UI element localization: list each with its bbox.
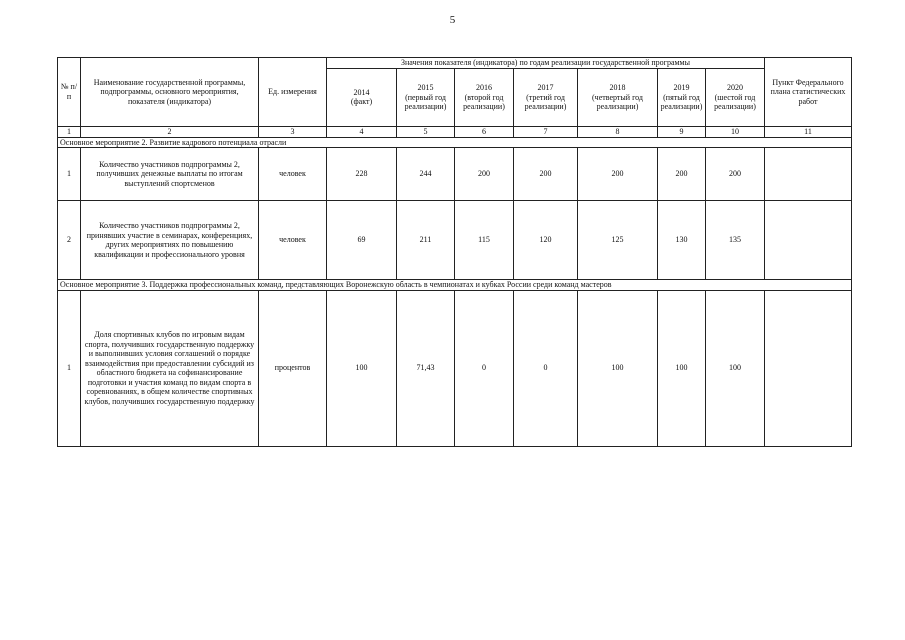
header-federal-plan: Пункт Федерального плана статистических работ: [765, 58, 852, 127]
row-num: 2: [58, 201, 81, 280]
row-value: 135: [706, 201, 765, 280]
row-unit: человек: [259, 148, 327, 201]
table-row: [58, 201, 852, 280]
row-value: 200: [706, 148, 765, 201]
header-name: Наименование государственной программы, подпрограммы, основного мероприятия, показателя (индикатора): [81, 58, 259, 127]
row-value: 0: [455, 290, 514, 446]
header-year: 2016 (второй год реализации): [455, 68, 514, 126]
row-value: 120: [514, 201, 578, 280]
column-number: 8: [578, 127, 658, 138]
header-year: 2019 (пятый год реализации): [658, 68, 706, 126]
row-federal-plan: [765, 290, 852, 446]
row-value: 130: [658, 201, 706, 280]
row-value: 115: [455, 201, 514, 280]
row-value: 200: [658, 148, 706, 201]
column-number: 6: [455, 127, 514, 138]
row-value: 211: [397, 201, 455, 280]
column-number: 11: [765, 127, 852, 138]
header-num: № п/п: [58, 58, 81, 127]
row-value: 100: [578, 290, 658, 446]
table-row: [58, 148, 852, 201]
row-value: 0: [514, 290, 578, 446]
header-year: 2014 (факт): [327, 68, 397, 126]
page-number: 5: [449, 14, 456, 26]
row-federal-plan: [765, 201, 852, 280]
column-number: 9: [658, 127, 706, 138]
header-unit: Ед. измерения: [259, 58, 327, 127]
header-year: 2015 (первый год реализации): [397, 68, 455, 126]
row-value: 244: [397, 148, 455, 201]
row-name: Количество участников подпрограммы 2, получивших денежные выплаты по итогам выступлений спортсменов: [81, 148, 259, 201]
row-value: 228: [327, 148, 397, 201]
indicators-table: [57, 57, 852, 447]
header-year: 2018 (четвертый год реализации): [578, 68, 658, 126]
column-number: 1: [58, 127, 81, 138]
column-number: 4: [327, 127, 397, 138]
header-year: 2020 (шестой год реализации): [706, 68, 765, 126]
table-row: [58, 290, 852, 446]
row-name: Количество участников подпрограммы 2, принявших участие в семинарах, конференциях, других мероприятиях по повышению квалификации и профессионального уровня: [81, 201, 259, 280]
section-title: Основное мероприятие 2. Развитие кадрового потенциала отрасли: [58, 137, 852, 148]
header-values-group: Значения показателя (индикатора) по годам реализации государственной программы: [327, 58, 765, 69]
row-value: 69: [327, 201, 397, 280]
section-title: Основное мероприятие 3. Поддержка профессиональных команд, представляющих Воронежскую область в чемпионатах и кубках России среди команд мастеров: [58, 280, 852, 291]
section-row: [58, 280, 852, 291]
row-value: 100: [658, 290, 706, 446]
row-num: 1: [58, 290, 81, 446]
row-unit: человек: [259, 201, 327, 280]
row-value: 200: [578, 148, 658, 201]
column-number: 7: [514, 127, 578, 138]
row-federal-plan: [765, 148, 852, 201]
column-number-row: [58, 127, 852, 138]
row-value: 71,43: [397, 290, 455, 446]
column-number: 5: [397, 127, 455, 138]
row-unit: процентов: [259, 290, 327, 446]
row-num: 1: [58, 148, 81, 201]
column-number: 3: [259, 127, 327, 138]
row-value: 125: [578, 201, 658, 280]
row-name: Доля спортивных клубов по игровым видам спорта, получивших государственную поддержку и выполнивших условия соглашений о порядке взаимодействия при предоставлении субсидий из областного бюджета на софинансирование подготовки и участия команд по видам спорта в соревнованиях, в общем количестве спортивных клубов, получивших государственную поддержку: [81, 290, 259, 446]
column-number: 10: [706, 127, 765, 138]
column-number: 2: [81, 127, 259, 138]
row-value: 200: [514, 148, 578, 201]
header-year: 2017 (третий год реализации): [514, 68, 578, 126]
row-value: 200: [455, 148, 514, 201]
section-row: [58, 137, 852, 148]
row-value: 100: [327, 290, 397, 446]
header-row-1: [58, 58, 852, 69]
row-value: 100: [706, 290, 765, 446]
